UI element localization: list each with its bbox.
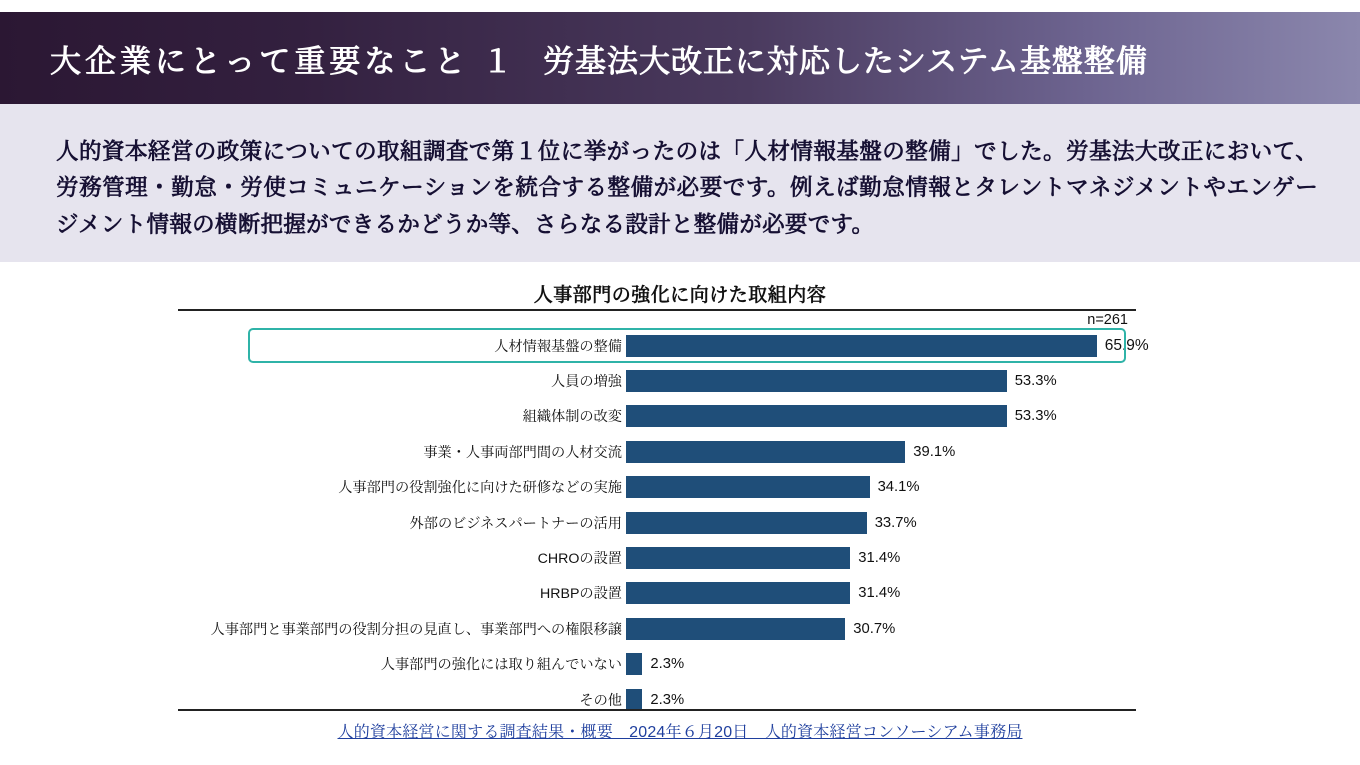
chart-sample-size: n=261 [1087, 312, 1128, 328]
chart-category-label: 外部のビジネスパートナーの活用 [409, 515, 622, 532]
chart-value-label: 65.9% [1104, 336, 1149, 354]
page-title-main: 大企業にとって重要なこと １ [50, 43, 517, 79]
chart-value-label: 2.3% [650, 656, 685, 673]
chart-bar-row [0, 399, 1360, 434]
chart-bar-row [0, 682, 1360, 717]
chart-value-label: 53.3% [1014, 408, 1057, 425]
chart-category-label: 組織体制の改変 [522, 409, 622, 426]
chart-bar-row [0, 647, 1360, 682]
chart-bar-row [0, 611, 1360, 646]
chart-bar-row [0, 576, 1360, 611]
chart-value-label: 34.1% [877, 479, 920, 496]
chart-bar [626, 582, 850, 604]
page-title-sub: 労基法大改正に対応したシステム基盤整備 [543, 43, 1148, 79]
chart-bar-row [0, 363, 1360, 398]
chart-bar-row [0, 470, 1360, 505]
chart-bar-row [0, 328, 1360, 363]
chart-category-label: HRBPの設置 [540, 586, 622, 603]
chart-bar [626, 441, 905, 463]
chart-bar [626, 335, 1097, 357]
chart-bar-row [0, 505, 1360, 540]
slide-title-bar [0, 12, 1360, 104]
chart-bar [626, 547, 850, 569]
chart-value-label: 31.4% [858, 550, 901, 567]
chart-value-label: 39.1% [913, 443, 956, 460]
chart-bar [626, 653, 642, 675]
chart-bar-rows [0, 328, 1360, 717]
chart-container [0, 262, 1360, 765]
chart-bar-row [0, 434, 1360, 469]
chart-top-rule [178, 309, 1136, 311]
chart-category-label: 人事部門の役割強化に向けた研修などの実施 [338, 480, 622, 497]
source-link[interactable]: 人的資本経営に関する調査結果・概要 2024年６月20日 人的資本経営コンソーシアム事務局 [337, 724, 1023, 741]
chart-bar [626, 512, 867, 534]
chart-category-label: 事業・人事両部門間の人材交流 [423, 444, 622, 461]
chart-category-label: 人員の増強 [551, 374, 622, 391]
chart-bar [626, 689, 642, 711]
chart-category-label: 人事部門と事業部門の役割分担の見直し、事業部門への権限移譲 [210, 621, 622, 638]
chart-category-label: 人事部門の強化には取り組んでいない [380, 657, 622, 674]
chart-bar-row [0, 540, 1360, 575]
chart-bar [626, 476, 870, 498]
chart-value-label: 33.7% [874, 514, 917, 531]
chart-value-label: 2.3% [650, 691, 685, 708]
chart-bar [626, 405, 1007, 427]
chart-value-label: 31.4% [858, 585, 901, 602]
page-title [0, 36, 1148, 81]
chart-bottom-rule [178, 709, 1136, 711]
lead-band [0, 104, 1360, 262]
chart-value-label: 30.7% [853, 620, 896, 637]
chart-bar [626, 370, 1007, 392]
chart-value-label: 53.3% [1014, 373, 1057, 390]
chart-bar [626, 618, 845, 640]
chart-category-label: 人材情報基盤の整備 [494, 338, 622, 355]
chart-category-label: その他 [579, 692, 622, 709]
lead-paragraph: 人的資本経営の政策についての取組調査で第１位に挙がったのは「人材情報基盤の整備」でした。労基法大改正において、労務管理・勤怠・労使コミュニケーションを統合する整備が必要です。例えば勤怠情報とタレントマネジメントやエンゲージメント情報の横断把握ができるかどうか等、さらなる設計と整備が必要です。 [56, 139, 1318, 237]
chart-category-label: CHROの設置 [537, 551, 622, 568]
chart-title: 人事部門の強化に向けた取組内容 [533, 285, 827, 306]
